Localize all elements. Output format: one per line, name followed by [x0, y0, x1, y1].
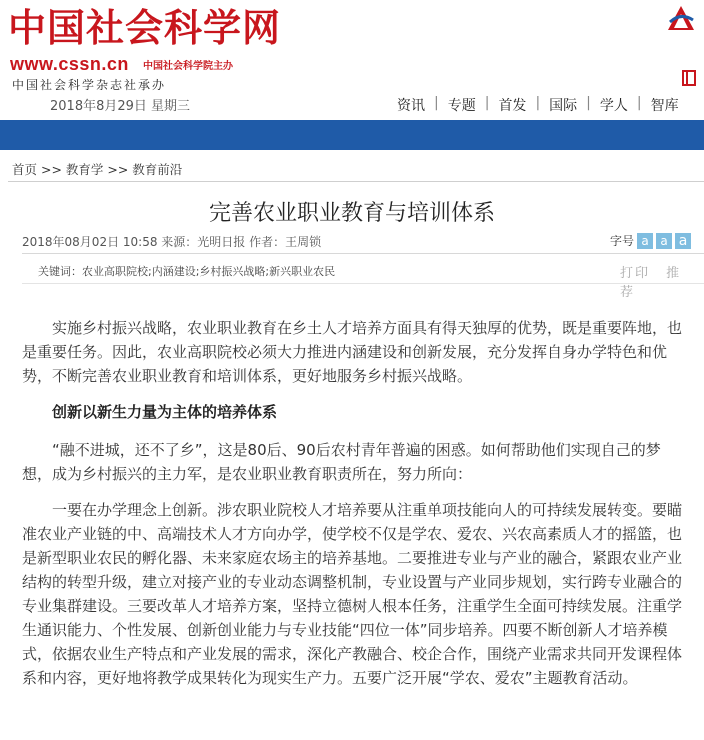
recommend-button[interactable]: 推荐	[620, 266, 682, 300]
nav-separator: |	[586, 95, 591, 111]
site-url[interactable]: www.cssn.cn	[10, 54, 129, 74]
article-meta: 2018年08月02日 10:58 来源：光明日报 作者：王周锁	[22, 235, 322, 249]
nav-item-scholars[interactable]: 学人	[599, 98, 628, 114]
article-paragraph: “融不进城，还不了乡”，这是80后、90后农村青年普遍的困惑。如何帮助他们实现自己的梦想，成为乡村振兴的主力军，是农业职业教育职责所在，努力所向：	[22, 441, 661, 483]
article-body	[22, 316, 690, 702]
nav-item-thinktank[interactable]: 智库	[650, 98, 679, 114]
site-sponsor: 中国社会科学院主办	[143, 61, 233, 72]
breadcrumb[interactable]: 首页 >> 教育学 >> 教育前沿	[12, 162, 183, 177]
article-actions	[620, 262, 704, 300]
font-size-label: 字号	[610, 234, 635, 248]
book-icon[interactable]	[682, 70, 696, 86]
nav-item-news[interactable]: 资讯	[397, 98, 425, 114]
nav-separator: |	[535, 95, 541, 111]
font-size-control	[610, 232, 691, 249]
divider	[22, 283, 704, 284]
nav-separator: |	[636, 95, 642, 111]
article-paragraph: 一要在办学理念上创新。涉农职业院校人才培养要从注重单项技能向人的可持续发展转变。要瞄准农业产业链的中、高端技术人才方向办学，使学校不仅是学农、爱农、兴农高素质人才的摇篮，也是新型职业农民的孵化器、未来家庭农场主的培养基地。二要推进专业与产业的融合，紧跟农业产业结构的转型升级，建立对接产业的专业动态调整机制，专业设置与产业同步规划，实行跨专业融合的专业集群建设。三要改革人才培养方案，坚持立德树人根本任务，注重学生全面可持续发展。注重学生通识能力、个性发展、创新创业能力与专业技能“四位一体”同步培养。四要不断创新人才培养模式，依据农业生产特点和产业发展的需求，深化产教融合、校企合作，围绕产业需求共同开发课程体系和内容，更好地将教学成果转化为现实生产力。五要广泛开展“学农、爱农”主题教育活动。	[22, 501, 683, 687]
nav-item-topics[interactable]: 专题	[447, 98, 476, 114]
main-nav	[388, 95, 688, 115]
nav-item-first-release[interactable]: 首发	[498, 98, 527, 114]
article-keywords[interactable]: 关键词：农业高职院校;内涵建设;乡村振兴战略;新兴职业农民	[38, 265, 336, 278]
nav-separator: |	[434, 95, 439, 111]
divider	[8, 181, 704, 182]
site-header	[0, 0, 704, 120]
font-size-large-button[interactable]: a	[675, 233, 691, 249]
print-button[interactable]: 打印	[620, 266, 651, 281]
nav-bar	[0, 120, 704, 150]
article-subheading: 创新以新生力量为主体的培养体系	[52, 403, 278, 421]
article-title: 完善农业职业教育与培训体系	[208, 201, 495, 226]
site-organizer: 中国社会科学杂志社承办	[12, 78, 167, 92]
current-date: 2018年8月29日 星期三	[50, 99, 191, 114]
divider	[22, 253, 704, 254]
article-paragraph: 实施乡村振兴战略，农业职业教育在乡土人才培养方面具有得天独厚的优势，既是重要阵地，也是重要任务。因此，农业高职院校必须大力推进内涵建设和创新发展，充分发挥自身办学特色和优势，不断完善农业职业教育和培训体系，更好地服务乡村振兴战略。	[22, 319, 683, 385]
font-size-medium-button[interactable]: a	[656, 233, 672, 249]
site-logo[interactable]: 中国社会科学网	[8, 5, 282, 50]
font-size-small-button[interactable]: a	[637, 233, 653, 249]
nav-item-international[interactable]: 国际	[549, 98, 578, 114]
corner-logo-icon[interactable]	[666, 4, 696, 32]
nav-separator: |	[484, 95, 490, 111]
